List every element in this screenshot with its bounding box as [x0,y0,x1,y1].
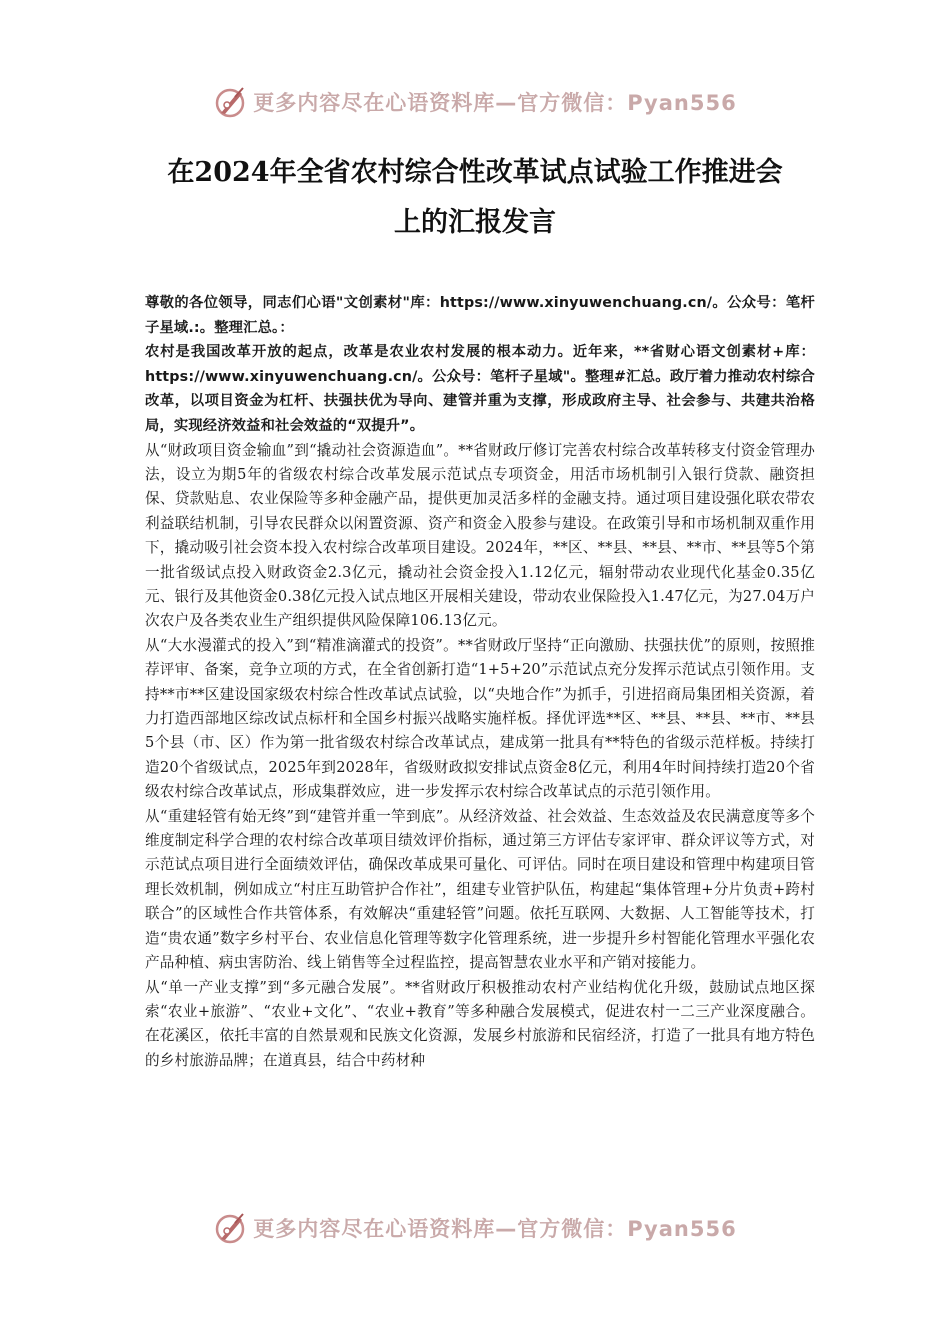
watermark-text: 更多内容尽在心语资料库—官方微信：Pyan556 [253,1217,737,1241]
paragraph-investment: 从“大水漫灌式的投入”到“精准滴灌式的投资”。**省财政厅坚持“正向激励、扶强扶优”的原则，按照推荐评审、备案，竞争立项的方式，在全省创新打造“1+5+20”示范试点充分发挥示范试点引领作用。支持**市**区建设国家级农村综合性改革试点试验，以“央地合作”为抓手，引进招商局集团相关资源，着力打造西部地区综改试点标杆和全国乡村振兴战略实施样板。择优评选**区、**县、**县、**市、**县5个县（市、区）作为第一批省级农村综合改革试点，建成第一批具有**特色的省级示范样板。持续打造20个省级试点，2025年到2028年，省级财政拟安排试点资金8亿元，利用4年时间持续打造20个省级农村综合改革试点，形成集群效应，进一步发挥示农村综合改革试点的示范引领作用。 [145,636,815,801]
paragraph-salutation: 尊敬的各位领导，同志们心语"文创素材"库：https://www.xinyuwenchuang.cn/。公众号：笔杆子星域.:。整理汇总。： [145,295,815,336]
paragraph-funding: 从“财政项目资金输血”到“撬动社会资源造血”。**省财政厅修订完善农村综合改革转移支付资金管理办法，设立为期5年的省级农村综合改革发展示范试点专项资金，用活市场机制引入银行贷款、融资担保、贷款贴息、农业保险等多种金融产品，提供更加灵活多样的金融支持。通过项目建设强化联农带农利益联结机制，引导农民群众以闲置资源、资产和资金入股参与建设。在政策引导和市场机制双重作用下，撬动吸引社会资本投入农村综合改革项目建设。2024年，**区、**县、**县、**市、**县等5个第一批省级试点投入财政资金2.3亿元，撬动社会资金投入1.12亿元，辐射带动农业现代化基金0.35亿元、银行及其他资金0.38亿元投入试点地区开展相关建设，带动农业保险投入1.47亿元，为27.04万户次农户及各类农业生产组织提供风险保障106.13亿元。 [145,441,815,630]
paragraph-intro: 农村是我国改革开放的起点，改革是农业农村发展的根本动力。近年来，**省财心语文创素材+库：https://www.xinyuwenchuang.cn/。公众号：笔杆子星域"。整理#汇总。政厅着力推动农村综合改革，以项目资金为杠杆、扶强扶优为导向、建管并重为支撑，形成政府主导、社会参与、共建共治格局，实现经济效益和社会效益的“双提升”。 [145,344,815,434]
quill-logo-icon [213,1211,247,1245]
document-title [0,148,950,248]
paragraph-integration: 从“单一产业支撑”到“多元融合发展”。**省财政厅积极推动农村产业结构优化升级，鼓励试点地区探索“农业+旅游”、“农业+文化”、“农业+教育”等多种融合发展模式，促进农村一二三产业深度融合。在花溪区，依托丰富的自然景观和民族文化资源，发展乡村旅游和民宿经济，打造了一批具有地方特色的乡村旅游品牌；在道真县，结合中药材种 [145,978,815,1069]
document-body [145,291,815,1073]
title-line-1: 在2024年全省农村综合性改革试点试验工作推进会 [167,157,783,188]
title-line-2: 上的汇报发言 [394,207,556,238]
watermark-text: 更多内容尽在心语资料库—官方微信：Pyan556 [253,91,737,115]
header-watermark-banner [0,82,950,122]
paragraph-management: 从“重建轻管有始无终”到“建管并重一竿到底”。从经济效益、社会效益、生态效益及农民满意度等多个维度制定科学合理的农村综合改革项目绩效评价指标，通过第三方评估专家评审、群众评议等方式，对示范试点项目进行全面绩效评估，确保改革成果可量化、可评估。同时在项目建设和管理中构建项目管理长效机制，例如成立“村庄互助管护合作社”，组建专业管护队伍，构建起“集体管理+分片负责+跨村联合”的区域性合作共管体系，有效解决“重建轻管”问题。依托互联网、大数据、人工智能等技术，打造“贵农通”数字乡村平台、农业信息化管理等数字化管理系统，进一步提升乡村智能化管理水平强化农产品种植、病虫害防治、线上销售等全过程监控，提高智慧农业水平和产销对接能力。 [145,807,815,972]
footer-watermark-banner [0,1208,950,1248]
quill-logo-icon [213,85,247,119]
